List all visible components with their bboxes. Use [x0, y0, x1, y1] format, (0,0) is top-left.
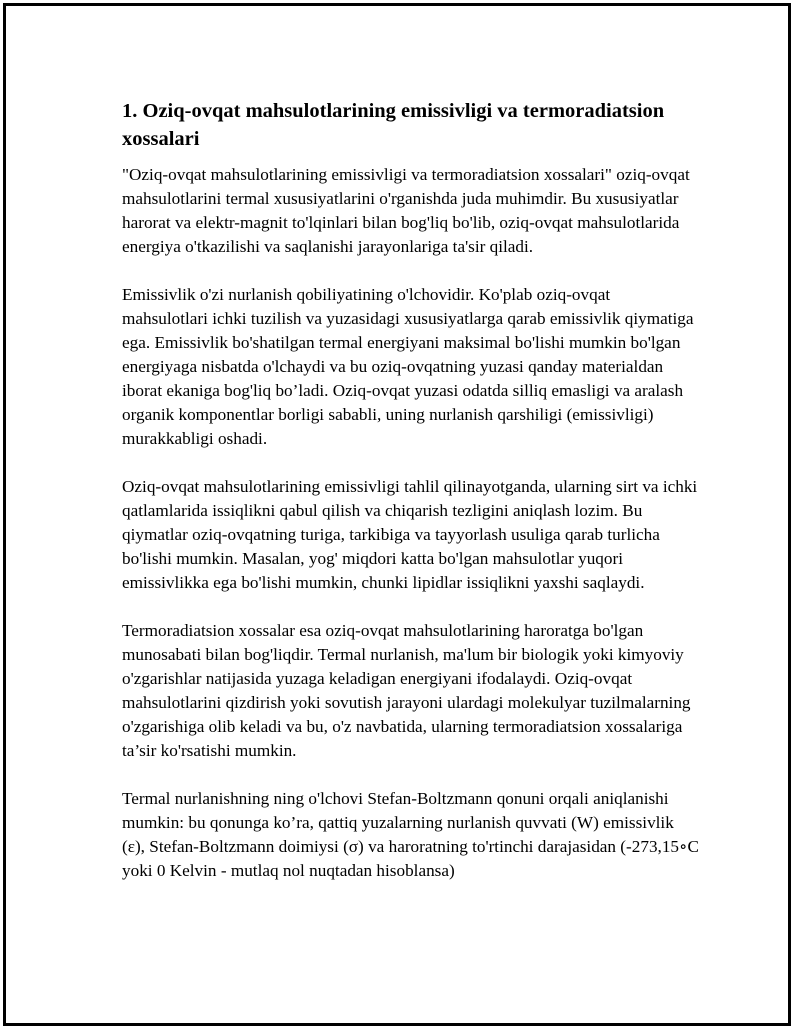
paragraph-emissivity: Emissivlik o'zi nurlanish qobiliyatining o'lchovidir. Ko'plab oziq-ovqat mahsulotlari ichki tuzilish va yuzasidagi xususiyatlarga qarab emissivlik qiymatiga ega. Emissivlik bo'shatilgan termal energiyani maksimal bo'lishi mumkin bo'lgan energiyaga nisbatda o'lchaydi va bu oziq-ovqatning yuzasi qanday materialdan iborat ekaniga bog'liq bo’ladi. Oziq-ovqat yuzasi odatda silliq emasligi va aralash organik komponentlar borligi sababli, uning nurlanish qarshiligi (emissivligi) murakkabligi oshadi. — [122, 285, 694, 448]
paragraph-intro: "Oziq-ovqat mahsulotlarining emissivligi va termoradiatsion xossalari" oziq-ovqat mahsulotlarini termal xususiyatlarini o'rganishda juda muhimdir. Bu xususiyatlar harorat va elektr-magnit to'lqinlari bilan bog'liq bo'lib, oziq-ovqat mahsulotlarida energiya o'tkazilishi va saqlanishi jarayonlariga ta'sir qiladi. — [122, 165, 690, 256]
section-heading: 1. Oziq-ovqat mahsulotlarining emissivligi va termoradiatsion xossalari — [122, 100, 665, 150]
paragraph-thermoradiation: Termoradiatsion xossalar esa oziq-ovqat mahsulotlarining haroratga bo'lgan munosabati bilan bog'liqdir. Termal nurlanish, ma'lum bir biologik yoki kimyoviy o'zgarishlar natijasida yuzaga keladigan energiyani ifodalaydi. Oziq-ovqat mahsulotlarini qizdirish yoki sovutish jarayoni ulardagi molekulyar tuzilmalarning o'zgarishiga olib keladi va bu, o'z navbatida, ularning termoradiatsion xossalariga ta’sir ko'rsatishi mumkin. — [122, 621, 691, 760]
document-body — [122, 97, 700, 907]
paragraph-analysis: Oziq-ovqat mahsulotlarining emissivligi tahlil qilinayotganda, ularning sirt va ichki qatlamlarida issiqlikni qabul qilish va chiqarish tezligini aniqlash lozim. Bu qiymatlar oziq-ovqatning turiga, tarkibiga va tayyorlash usuliga qarab turlicha bo'lishi mumkin. Masalan, yog' miqdori katta bo'lgan mahsulotlar yuqori emissivlikka ega bo'lishi mumkin, chunki lipidlar issiqlikni yaxshi saqlaydi. — [122, 477, 698, 592]
document-page — [3, 3, 791, 1026]
paragraph-stefan-boltzmann: Termal nurlanishning ning o'lchovi Stefan-Boltzmann qonuni orqali aniqlanishi mumkin: bu qonunga ko’ra, qattiq yuzalarning nurlanish quvvati (W) emissivlik (ε), Stefan-Boltzmann doimiysi (σ) va haroratning to'rtinchi darajasidan (-273,15∘C yoki 0 Kelvin - mutlaq nol nuqtadan hisoblansa) — [122, 789, 699, 880]
